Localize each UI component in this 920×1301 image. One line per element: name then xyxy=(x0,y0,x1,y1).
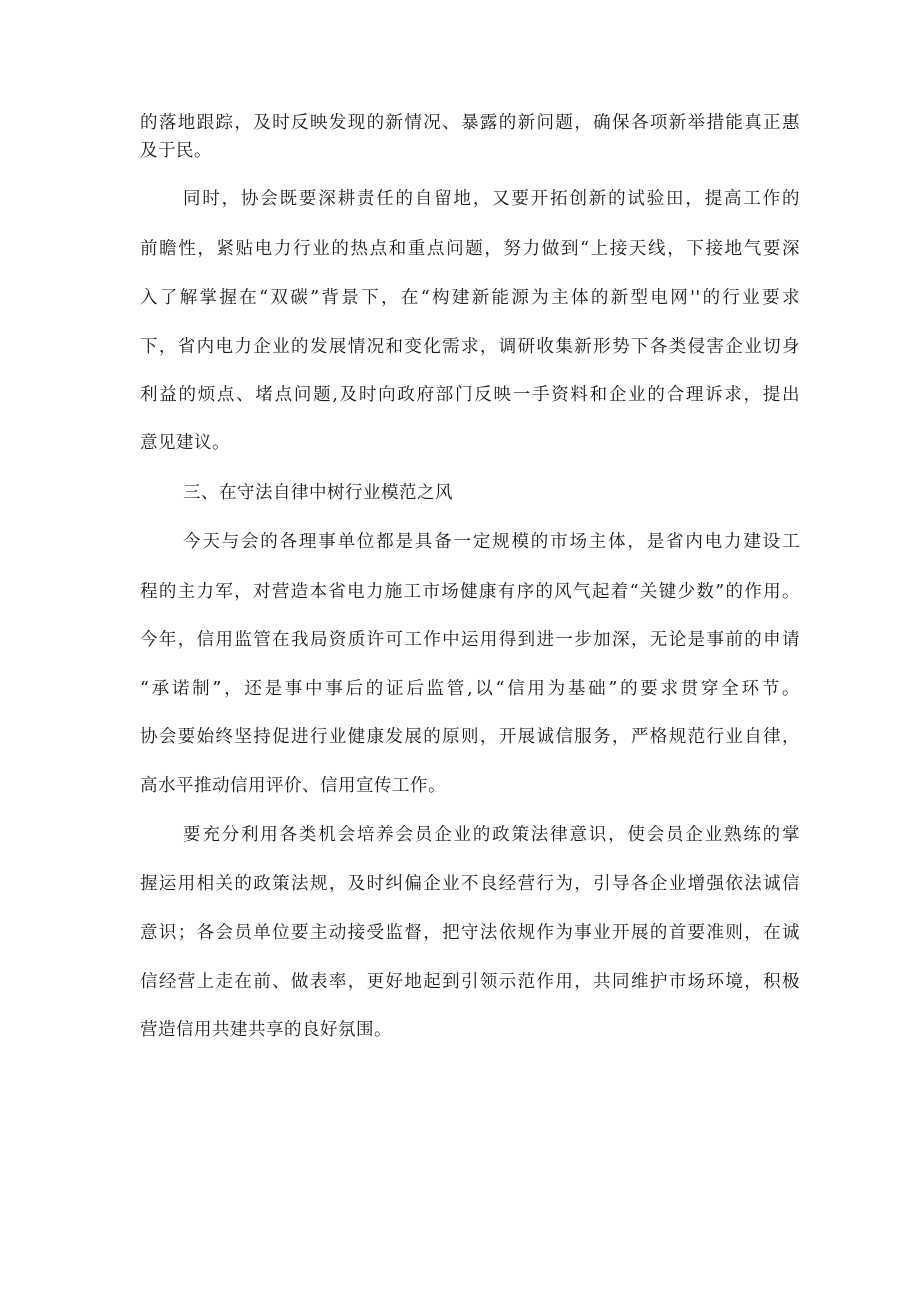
paragraph-4-line-2: 握运用相关的政策法规，及时纠偏企业不良经营行为，引导各企业增强依法诚信 xyxy=(140,874,800,894)
paragraph-4-line-1: 要充分利用各类机会培养会员企业的政策法律意识，使会员企业熟练的掌 xyxy=(183,825,800,845)
paragraph-1-line-2: 及于民。 xyxy=(140,141,212,161)
paragraph-3-line-2: 程的主力军，对营造本省电力施工市场健康有序的风气起着“关键少数”的作用。 xyxy=(140,582,800,602)
paragraph-2-line-1: 同时，协会既要深耕责任的自留地，又要开拓创新的试验田，提高工作的 xyxy=(183,189,800,209)
section-heading: 三、在守法自律中树行业模范之风 xyxy=(183,483,453,503)
paragraph-1-line-1: 的落地跟踪，及时反映发现的新情况、暴露的新问题，确保各项新举措能真正惠 xyxy=(140,113,800,133)
paragraph-3-line-3: 今年，信用监管在我局资质许可工作中运用得到进一步加深，无论是事前的申请 xyxy=(140,630,800,650)
paragraph-3-line-1: 今天与会的各理事单位都是具备一定规模的市场主体，是省内电力建设工 xyxy=(183,532,800,552)
paragraph-4-line-3: 意识；各会员单位要主动接受监督，把守法依规作为事业开展的首要准则，在诚 xyxy=(140,923,800,943)
paragraph-3-line-5: 协会要始终坚持促进行业健康发展的原则，开展诚信服务，严格规范行业自律， xyxy=(140,727,800,747)
paragraph-2-line-5: 利益的烦点、堵点问题,及时向政府部门反映一手资料和企业的合理诉求，提出 xyxy=(140,385,800,405)
paragraph-3-line-6: 高水平推动信用评价、信用宣传工作。 xyxy=(140,776,446,796)
paragraph-2-line-4: 下，省内电力企业的发展情况和变化需求，调研收集新形势下各类侵害企业切身 xyxy=(140,337,800,357)
paragraph-4-line-4: 信经营上走在前、做表率，更好地起到引领示范作用，共同维护市场环境，积极 xyxy=(140,972,800,992)
paragraph-2-line-2: 前瞻性，紧贴电力行业的热点和重点问题，努力做到“上接天线，下接地气要深 xyxy=(140,239,800,259)
paragraph-2-line-6: 意见建议。 xyxy=(140,433,230,453)
paragraph-2-line-3: 入了解掌握在“双碳”背景下，在“构建新能源为主体的新型电网''的行业要求 xyxy=(140,288,800,308)
paragraph-4-line-5: 营造信用共建共享的良好氛围。 xyxy=(140,1020,392,1040)
paragraph-3-line-4: “承诺制”，还是事中事后的证后监管,以“信用为基础”的要求贯穿全环节。 xyxy=(140,679,800,699)
